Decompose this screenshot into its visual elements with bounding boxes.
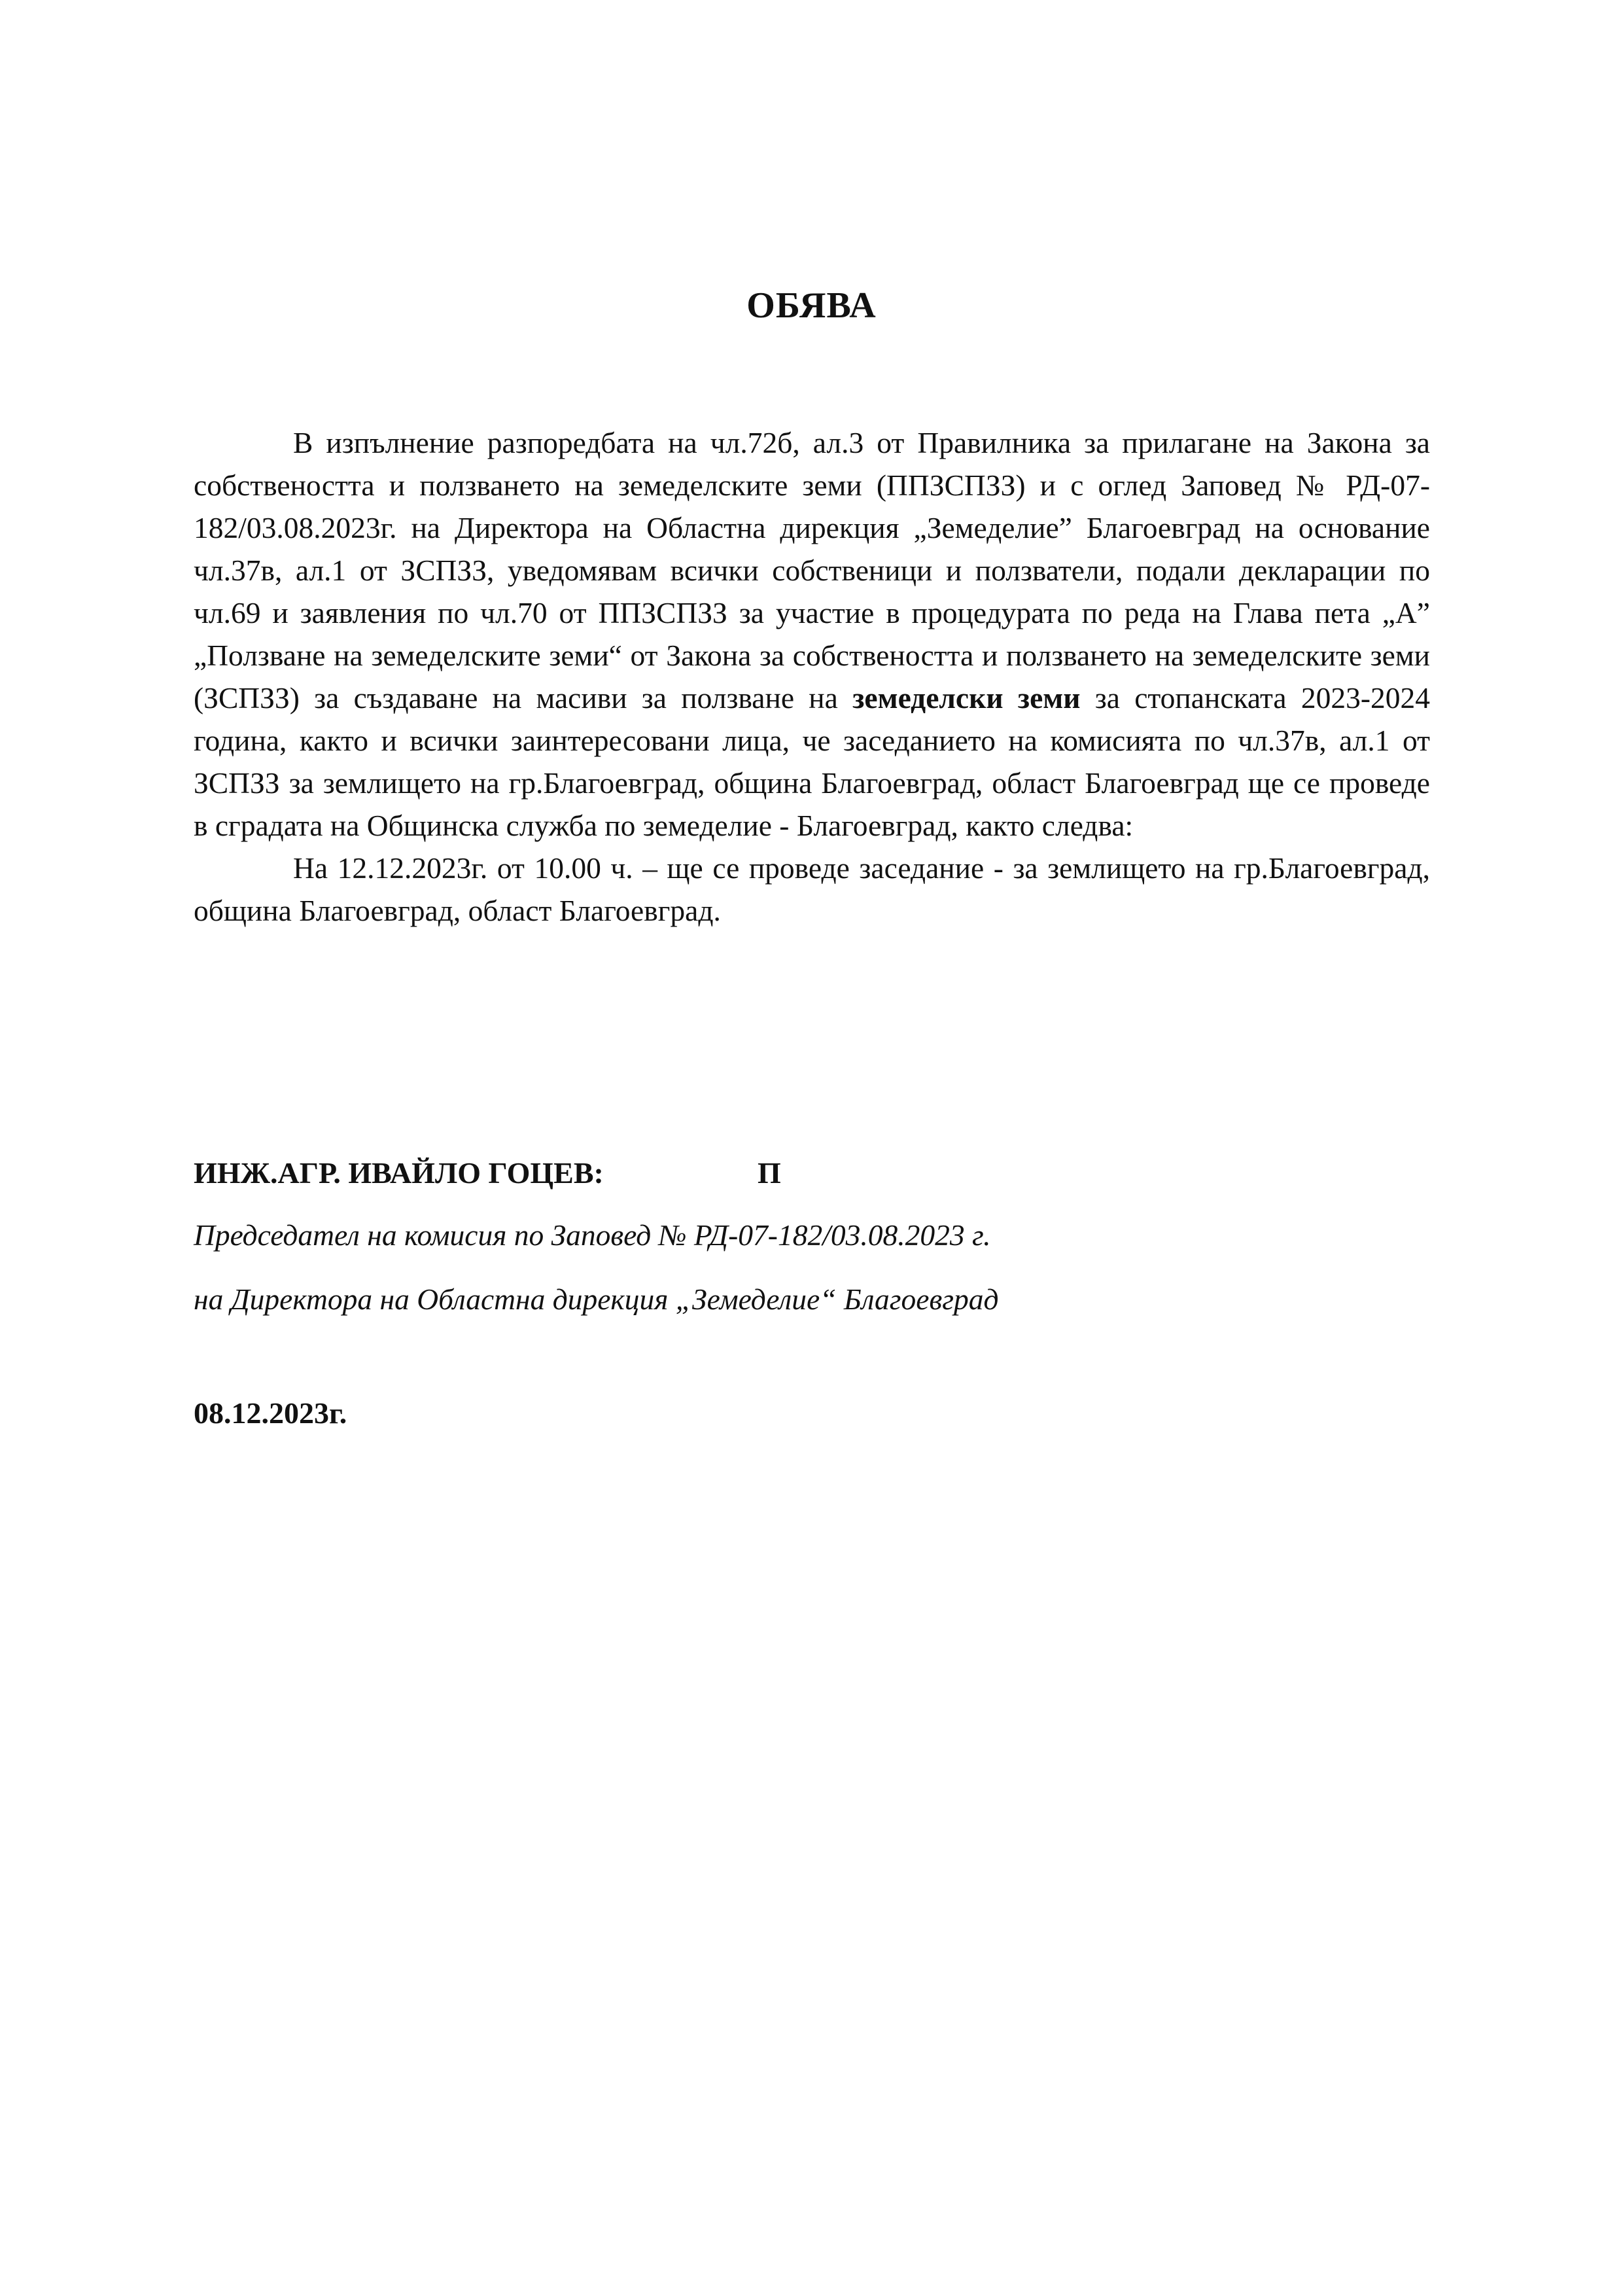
signer-role-line-1: Председател на комисия по Заповед № РД-07-182/03.08.2023 г.	[194, 1218, 991, 1252]
signer-role-line-2: на Директора на Областна дирекция „Земеделие“ Благоевград	[194, 1282, 999, 1316]
paragraph-main-bold-phrase: земеделски земи	[852, 681, 1081, 715]
document-date: 08.12.2023г.	[194, 1396, 347, 1430]
document-title: ОБЯВА	[746, 285, 877, 326]
signature-mark: П	[758, 1156, 781, 1190]
paragraph-main-text-end: за стопанската 2023-2024 година, както и всички заинтересовани лица, че заседанието на комисията по чл.37в, ал.1 от ЗСПЗЗ за землището на гр.Благоевград, община Благоевград, област Благоевград ще се проведе в сградата на Общинска служба по земеделие - Благоевград, както следва:	[194, 681, 1430, 842]
paragraph-meeting: На 12.12.2023г. от 10.00 ч. – ще се проведе заседание - за землището на гр.Благоевград, община Благоевград, област Благоевград.	[194, 851, 1430, 927]
signer-row	[194, 1150, 1430, 1196]
signer-name: ИНЖ.АГР. ИВАЙЛО ГОЦЕВ:	[194, 1156, 604, 1190]
paragraph-main-text-start: В изпълнение разпоредбата на чл.72б, ал.3 от Правилника за прилагане на Закона за собствеността и ползването на земеделските земи (ППЗСПЗЗ) и с оглед Заповед № РД-07-182/03.08.2023г. на Директора на Областна дирекция „Земеделие” Благоевград на основание чл.37в, ал.1 от ЗСПЗЗ, уведомявам всички собственици и ползватели, подали декларации по чл.69 и заявления по чл.70 от ППЗСПЗЗ за участие в процедурата по реда на Глава пета „А” „Ползване на земеделските земи“ от Закона за собствеността и ползването на земеделските земи (ЗСПЗЗ) за създаване на масиви за ползване на	[194, 426, 1430, 715]
announcement-body	[194, 421, 1430, 932]
paragraph-main	[194, 421, 1430, 847]
